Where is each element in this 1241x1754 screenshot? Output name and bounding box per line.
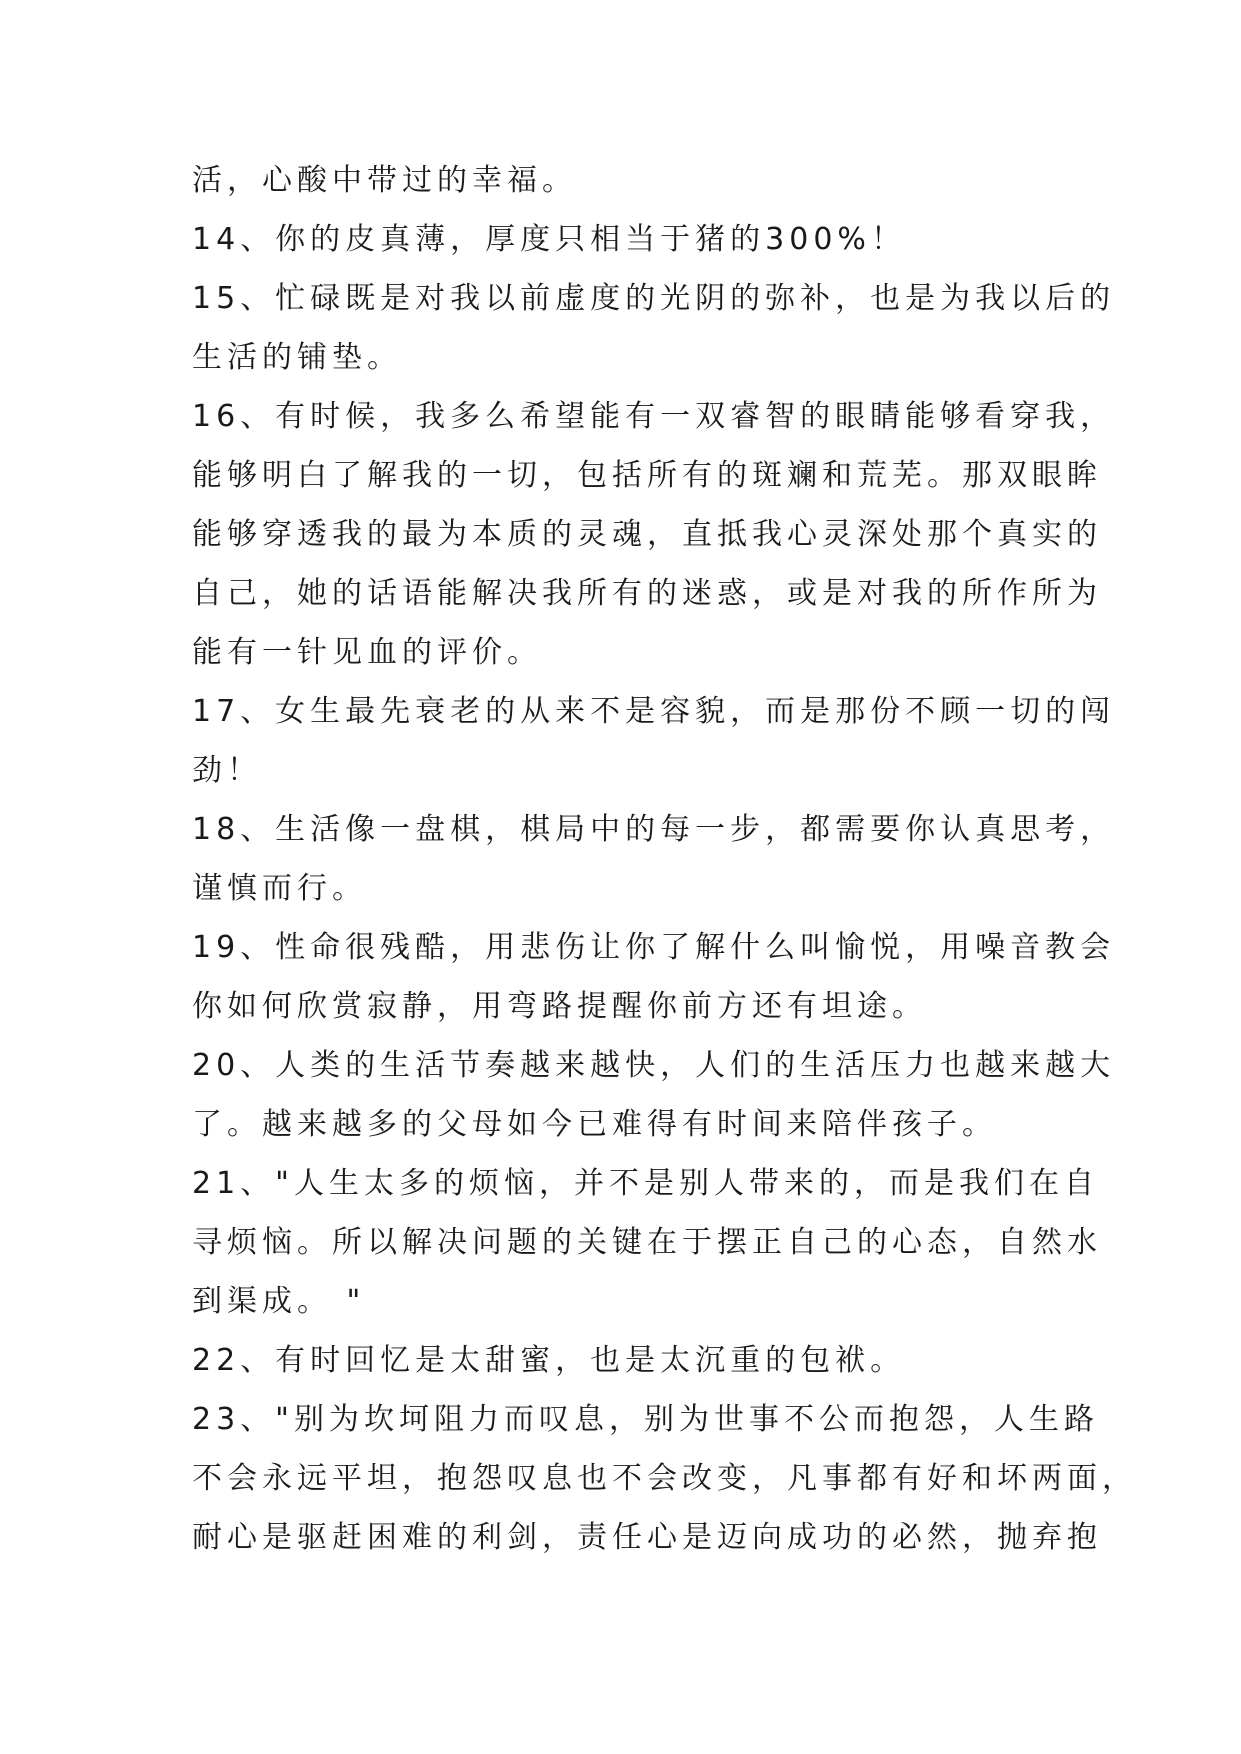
- text-line: 了。越来越多的父母如今已难得有时间来陪伴孩子。: [192, 1107, 997, 1142]
- text-line: 20、人类的生活节奏越来越快，人们的生活压力也越来越大: [192, 1048, 1116, 1083]
- text-line: 生活的铺垫。: [192, 340, 402, 375]
- text-line: 15、忙碌既是对我以前虚度的光阴的弥补，也是为我以后的: [192, 281, 1116, 316]
- text-line: 能够明白了解我的一切，包括所有的斑斓和荒芜。那双眼眸: [192, 458, 1102, 493]
- text-line: 耐心是驱赶困难的利剑，责任心是迈向成功的必然，抛弃抱: [192, 1520, 1102, 1555]
- text-line: 17、女生最先衰老的从来不是容貌，而是那份不顾一切的闯: [192, 694, 1116, 729]
- body-text: [192, 151, 1137, 1567]
- text-line: 14、你的皮真薄，厚度只相当于猪的300%！: [192, 222, 906, 257]
- text-line: 21、"人生太多的烦恼，并不是别人带来的，而是我们在自: [192, 1166, 1099, 1201]
- text-line: 能够穿透我的最为本质的灵魂，直抵我心灵深处那个真实的: [192, 517, 1102, 552]
- text-line: 自己，她的话语能解决我所有的迷惑，或是对我的所作所为: [192, 576, 1102, 611]
- text-line: 不会永远平坦，抱怨叹息也不会改变，凡事都有好和坏两面，: [192, 1461, 1137, 1496]
- text-line: 19、性命很残酷，用悲伤让你了解什么叫愉悦，用噪音教会: [192, 930, 1116, 965]
- text-line: 16、有时候，我多么希望能有一双睿智的眼睛能够看穿我，: [192, 399, 1116, 434]
- text-line: 劲！: [192, 753, 262, 788]
- text-line: 18、生活像一盘棋，棋局中的每一步，都需要你认真思考，: [192, 812, 1116, 847]
- text-line: 寻烦恼。所以解决问题的关键在于摆正自己的心态，自然水: [192, 1225, 1102, 1260]
- text-line: 你如何欣赏寂静，用弯路提醒你前方还有坦途。: [192, 989, 927, 1024]
- text-line: 23、"别为坎坷阻力而叹息，别为世事不公而抱怨，人生路: [192, 1402, 1099, 1437]
- text-line: 谨慎而行。: [192, 871, 367, 906]
- text-line: 活，心酸中带过的幸福。: [192, 163, 577, 198]
- text-line: 22、有时回忆是太甜蜜，也是太沉重的包袱。: [192, 1343, 906, 1378]
- text-line: 到渠成。 ": [192, 1284, 366, 1319]
- text-line: 能有一针见血的评价。: [192, 635, 542, 670]
